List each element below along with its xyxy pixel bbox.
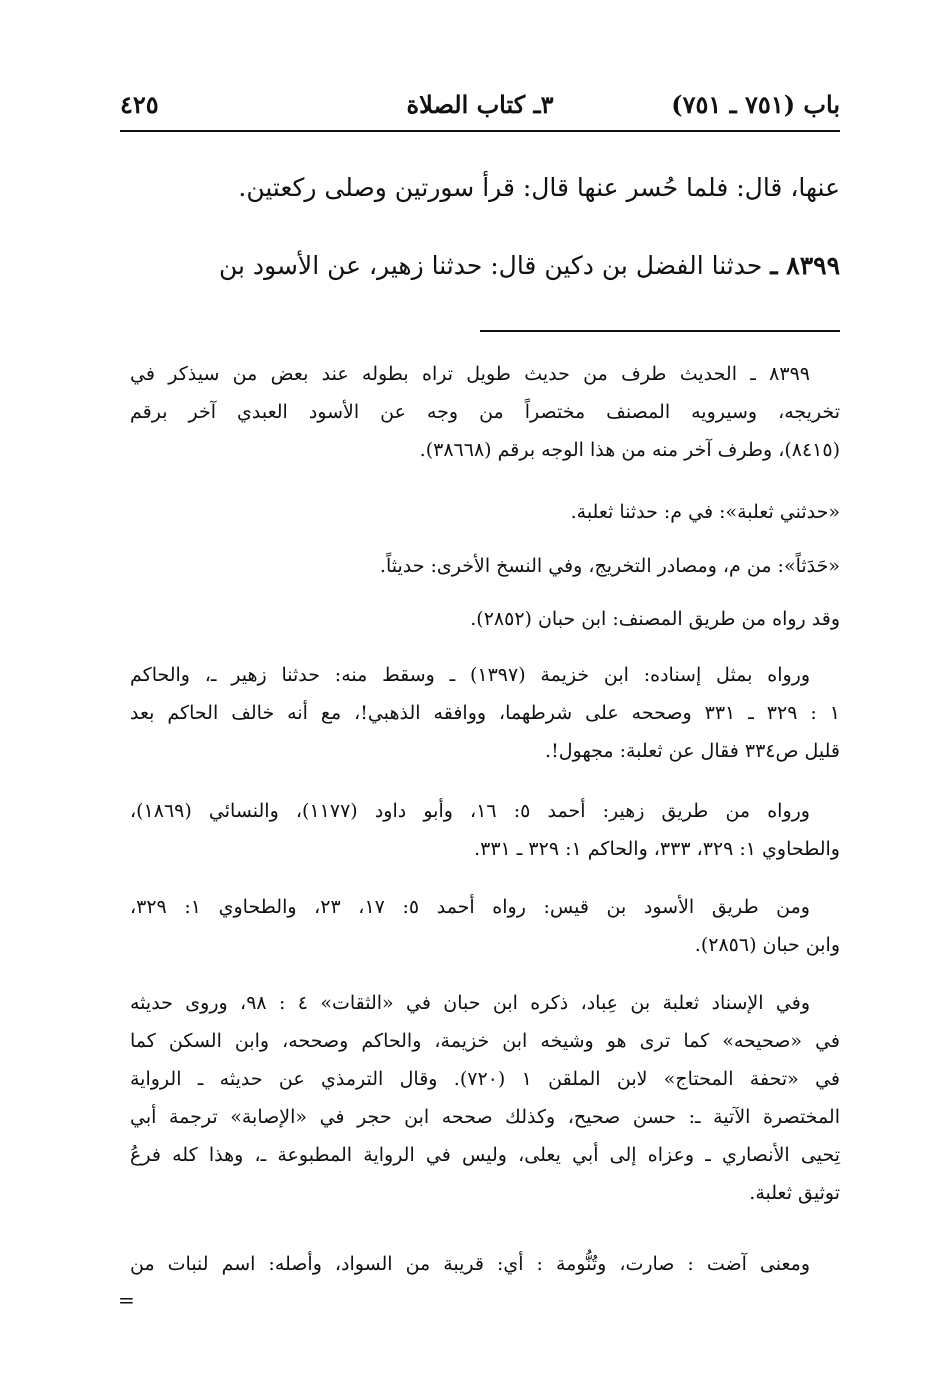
footnote-line: ١ : ٣٢٩ ـ ٣٣١ وصححه على شرطهما، ووافقه الذهبي!، مع أنه خالف الحاكم بعد bbox=[130, 702, 840, 724]
footnote-paragraph bbox=[130, 656, 840, 770]
footnote-line: وابن حبان (٢٨٥٦). bbox=[694, 934, 840, 956]
footnote-paragraph bbox=[130, 600, 840, 638]
chapter-range: باب (٧٥١ ـ ٧٥١) bbox=[671, 90, 840, 119]
hadith-text: حدثنا الفضل بن دكين قال: حدثنا زهير، عن الأسود بن bbox=[219, 251, 763, 280]
footnote-line: في «تحفة المحتاج» لابن الملقن ١ (٧٢٠). وقال الترمذي عن حديثه ـ الرواية bbox=[130, 1068, 841, 1090]
footnote-line: ومعنى آضت : صارت، وتُنُّومة : أي: قريبة من السواد، وأصله: اسم لنبات من bbox=[130, 1253, 810, 1275]
footnote-line: ورواه بمثل إسناده: ابن خزيمة (١٣٩٧) ـ وسقط منه: حدثنا زهير ـ، والحاكم bbox=[130, 664, 810, 686]
footnote-paragraph bbox=[130, 984, 840, 1212]
footnote-line: تِحيى الأنصاري ـ وعزاه إلى أبي يعلى، وليس في الرواية المطبوعة ـ، وهذا كله فرعُ bbox=[130, 1144, 840, 1166]
footnote-line: تخريجه، وسيرويه المصنف مختصراً من وجه عن الأسود العبدي آخر برقم bbox=[130, 401, 840, 423]
footnote-paragraph bbox=[130, 888, 840, 964]
footnote-line: والطحاوي ١: ٣٢٩، ٣٣٣، والحاكم ١: ٣٢٩ ـ ٣٣١. bbox=[474, 838, 840, 860]
footnote-line: ورواه من طريق زهير: أحمد ٥: ١٦، وأبو داود (١١٧٧)، والنسائي (١٨٦٩)، bbox=[130, 800, 810, 822]
footnote-paragraph bbox=[130, 792, 840, 868]
footnote-line: ٨٣٩٩ ـ الحديث طرف من حديث طويل تراه بطوله عند بعض من سيذكر في bbox=[130, 363, 810, 385]
book-title: ٣ـ كتاب الصلاة bbox=[406, 90, 554, 119]
footnote-line: وقد رواه من طريق المصنف: ابن حبان (٢٨٥٢). bbox=[470, 608, 840, 630]
running-header bbox=[120, 84, 840, 132]
footnote-paragraph bbox=[130, 493, 840, 531]
footnote-line: في «صحيحه» كما ترى هو وشيخه ابن خزيمة، والحاكم وصححه، وابن السكن كما bbox=[130, 1030, 840, 1052]
footnote-line: «حَدَثاً»: من م، ومصادر التخريج، وفي النسخ الأخرى: حديثاً. bbox=[379, 555, 840, 577]
footnote-line: «حدثني ثعلبة»: في م: حدثنا ثعلبة. bbox=[570, 501, 840, 523]
continuation-mark: = bbox=[118, 1288, 135, 1312]
footnote-paragraph bbox=[130, 547, 840, 585]
footnote-line: توثيق ثعلبة. bbox=[749, 1182, 840, 1204]
footnote-line: ومن طريق الأسود بن قيس: رواه أحمد ٥: ١٧، ٢٣، والطحاوي ١: ٣٢٩، bbox=[130, 896, 810, 918]
footnote-line: المختصرة الآتية ـ: حسن صحيح، وكذلك صححه ابن حجر في «الإصابة» ترجمة أبي bbox=[130, 1106, 840, 1128]
page-number: ٤٢٥ bbox=[120, 90, 159, 119]
footnote-paragraph bbox=[130, 1245, 840, 1283]
footnote-separator bbox=[480, 330, 840, 332]
hadith-entry bbox=[120, 248, 840, 284]
footnote-paragraph bbox=[130, 355, 840, 469]
hadith-number: ٨٣٩٩ ـ bbox=[770, 251, 840, 280]
footnote-line: قليل ص٣٣٤ فقال عن ثعلبة: مجهول!. bbox=[545, 740, 840, 762]
main-text-line: عنها، قال: فلما حُسر عنها قال: قرأ سورتين وصلى ركعتين. bbox=[238, 173, 840, 202]
footnote-line: وفي الإسناد ثعلبة بن عِباد، ذكره ابن حبان في «الثقات» ٤ : ٩٨، وروى حديثه bbox=[130, 992, 810, 1014]
footnote-line: (٨٤١٥)، وطرف آخر منه من هذا الوجه برقم (٣٨٦٦٨). bbox=[419, 439, 840, 461]
